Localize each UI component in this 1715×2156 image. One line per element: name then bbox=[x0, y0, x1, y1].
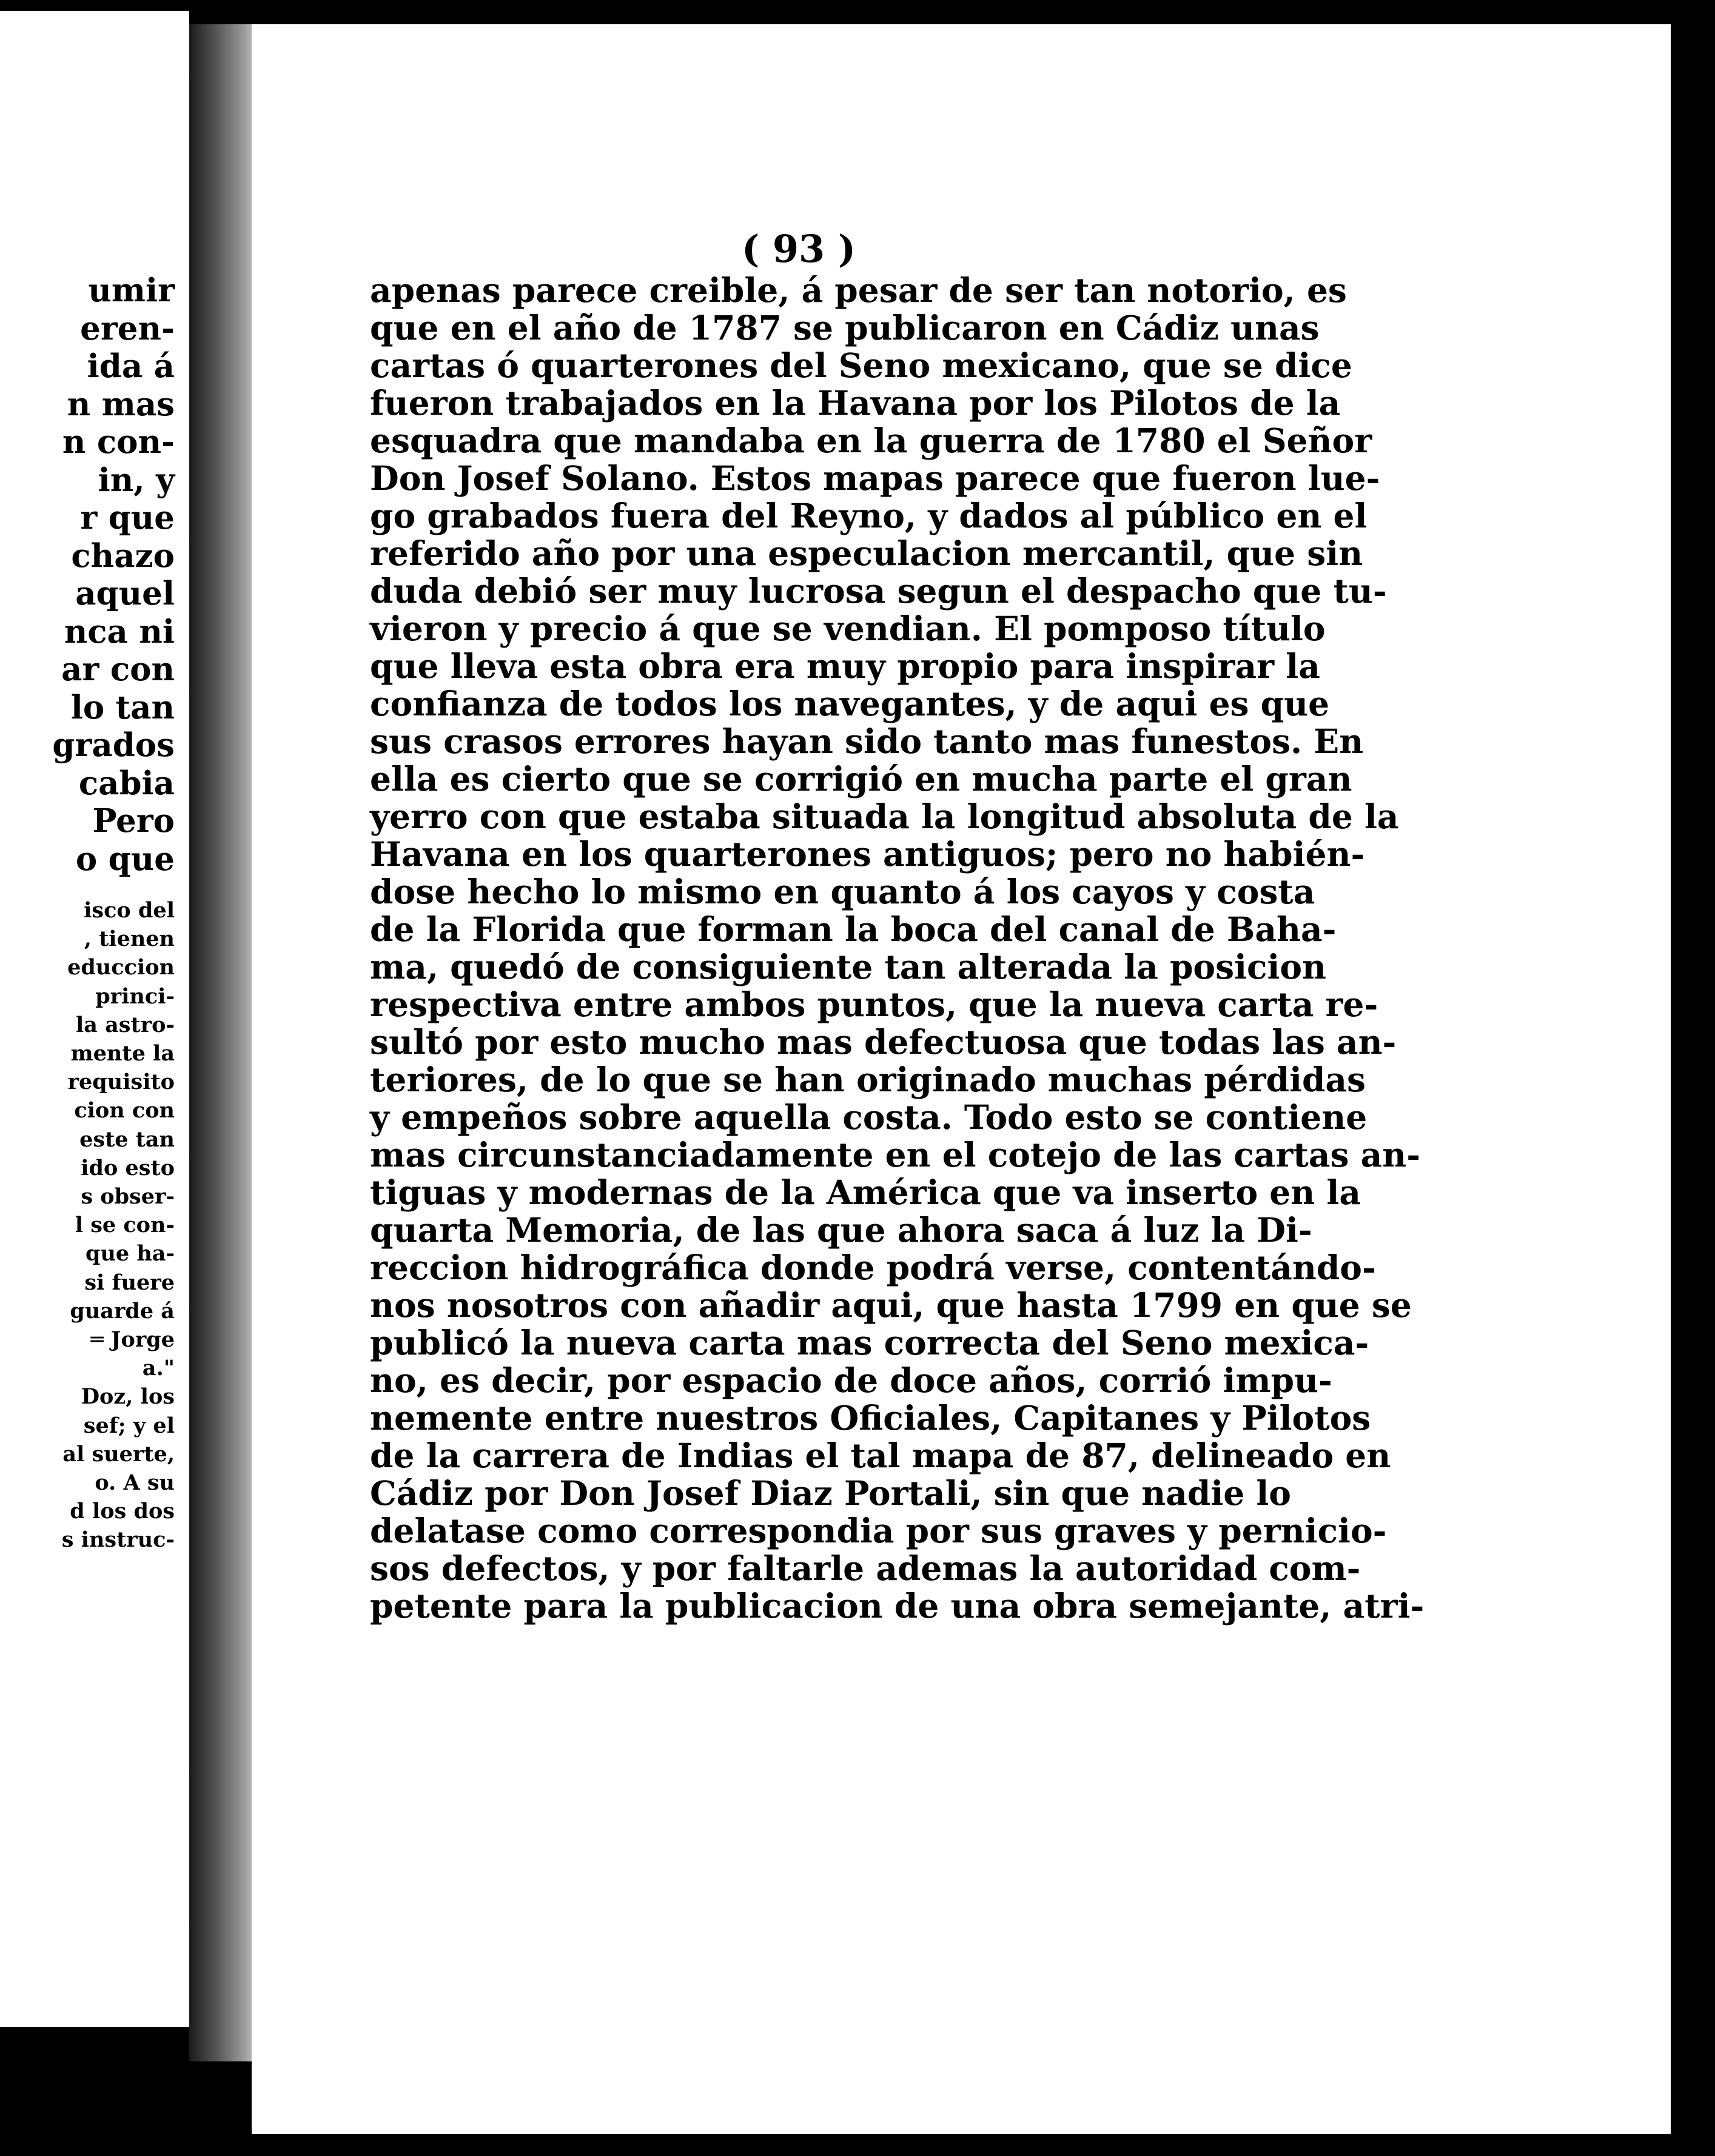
text-line: no, es decir, por espacio de doce años, corrió impu- bbox=[370, 1361, 1332, 1400]
text-line: fueron trabajados en la Havana por los Pilotos de la bbox=[370, 383, 1341, 423]
left-text-line: umir bbox=[88, 272, 175, 309]
left-footnote-line: guarde á bbox=[70, 1298, 175, 1324]
left-footnote-line: , tienen bbox=[84, 926, 175, 952]
text-line: cartas ó quarterones del Seno mexicano, que se dice bbox=[370, 346, 1352, 385]
text-line: que lleva esta obra era muy propio para inspirar la bbox=[370, 646, 1320, 686]
left-footnote-line: educcion bbox=[67, 955, 175, 980]
left-text-line: lo tan bbox=[70, 688, 175, 726]
left-footnote-line: sef; y el bbox=[83, 1413, 175, 1438]
left-text-line: in, y bbox=[98, 461, 175, 499]
text-line: dose hecho lo mismo en quanto á los cayos y costa bbox=[370, 872, 1315, 911]
left-text-line: n con- bbox=[62, 423, 175, 461]
left-footnote-line: Doz, los bbox=[81, 1384, 175, 1410]
left-page-footnote-text bbox=[0, 896, 175, 1555]
text-line: de la carrera de Indias el tal mapa de 87, delineado en bbox=[370, 1436, 1391, 1475]
left-footnote-line: la astro- bbox=[75, 1012, 175, 1037]
text-line: referido año por una especulacion mercantil, que sin bbox=[370, 534, 1363, 573]
left-footnote-line: ido esto bbox=[81, 1155, 175, 1180]
text-line: publicó la nueva carta mas correcta del Seno mexica- bbox=[370, 1323, 1369, 1362]
text-line: Cádiz por Don Josef Diaz Portali, sin que nadie lo bbox=[370, 1473, 1291, 1513]
page-number: ( 93 ) bbox=[741, 227, 856, 271]
left-text-line: ida á bbox=[87, 347, 175, 385]
left-text-line: ar con bbox=[61, 651, 175, 688]
left-page-main-text bbox=[0, 272, 175, 878]
left-footnote-line: ═ Jorge bbox=[90, 1327, 175, 1353]
text-line: apenas parece creible, á pesar de ser tan notorio, es bbox=[370, 270, 1347, 310]
text-line: teriores, de lo que se han originado muchas pérdidas bbox=[370, 1060, 1366, 1099]
text-line: ma, quedó de consiguiente tan alterada la posicion bbox=[370, 947, 1327, 986]
text-line: duda debió ser muy lucrosa segun el despacho que tu- bbox=[370, 571, 1387, 611]
left-footnote-line: a." bbox=[142, 1356, 175, 1381]
left-text-line: r que bbox=[80, 499, 175, 537]
left-text-line: eren- bbox=[80, 309, 175, 347]
text-line: mas circunstanciadamente en el cotejo de las cartas an- bbox=[370, 1135, 1421, 1174]
left-footnote-line: l se con- bbox=[75, 1213, 175, 1238]
text-line: sultó por esto mucho mas defectuosa que todas las an- bbox=[370, 1022, 1397, 1062]
left-footnote-line: mente la bbox=[70, 1041, 175, 1066]
text-line: de la Florida que forman la boca del canal de Baha- bbox=[370, 909, 1337, 949]
page-body-text bbox=[370, 270, 1425, 1625]
text-line: respectiva entre ambos puntos, que la nueva carta re- bbox=[370, 985, 1378, 1024]
text-line: nemente entre nuestros Oficiales, Capitanes y Pilotos bbox=[370, 1398, 1371, 1438]
text-line: vieron y precio á que se vendian. El pomposo título bbox=[370, 609, 1326, 648]
left-footnote-line: s instruc- bbox=[61, 1527, 175, 1553]
text-line: reccion hidrográfica donde podrá verse, contentándo- bbox=[370, 1248, 1376, 1287]
text-line: que en el año de 1787 se publicaron en Cádiz unas bbox=[370, 308, 1320, 347]
left-footnote-line: s obser- bbox=[81, 1184, 175, 1210]
left-footnote-line: princi- bbox=[95, 983, 175, 1009]
text-line: petente para la publicacion de una obra semejante, atri- bbox=[370, 1586, 1425, 1625]
left-text-line: n mas bbox=[67, 385, 175, 423]
left-facing-page bbox=[0, 11, 189, 2027]
left-footnote-line: o. A su bbox=[95, 1470, 175, 1496]
text-line: yerro con que estaba situada la longitud absoluta de la bbox=[370, 797, 1399, 836]
right-page bbox=[252, 24, 1671, 2134]
left-footnote-line: isco del bbox=[84, 898, 175, 923]
left-footnote-line: que ha- bbox=[85, 1241, 175, 1267]
text-line: go grabados fuera del Reyno, y dados al público en el bbox=[370, 496, 1368, 535]
left-footnote-line: al suerte, bbox=[62, 1441, 175, 1467]
text-line: tiguas y modernas de la América que va inserto en la bbox=[370, 1173, 1361, 1212]
left-page-text-column bbox=[0, 272, 175, 1555]
left-text-line: nca ni bbox=[64, 612, 175, 651]
text-line: quarta Memoria, de las que ahora saca á luz la Di- bbox=[370, 1210, 1312, 1250]
text-line: confianza de todos los navegantes, y de aqui es que bbox=[370, 684, 1330, 723]
left-text-line: chazo bbox=[71, 537, 175, 575]
text-line: esquadra que mandaba en la guerra de 1780 el Señor bbox=[370, 421, 1372, 460]
left-text-line: aquel bbox=[75, 575, 175, 612]
left-text-line: cabia bbox=[78, 764, 175, 802]
text-line: Havana en los quarterones antiguos; pero no habién- bbox=[370, 834, 1365, 874]
text-line: nos nosotros con añadir aqui, que hasta 1799 en que se bbox=[370, 1285, 1412, 1325]
left-footnote-line: si fuere bbox=[84, 1270, 175, 1295]
left-footnote-line: d los dos bbox=[70, 1499, 175, 1524]
book-gutter-shadow bbox=[189, 24, 262, 2061]
text-line: sus crasos errores hayan sido tanto mas funestos. En bbox=[370, 721, 1364, 761]
text-line: delatase como correspondia por sus graves y pernicio- bbox=[370, 1511, 1387, 1550]
left-footnote-line: este tan bbox=[79, 1127, 175, 1152]
text-line: y empeños sobre aquella costa. Todo esto se contiene bbox=[370, 1097, 1368, 1137]
left-text-line: grados bbox=[52, 726, 175, 764]
left-footnote-line: requisito bbox=[67, 1070, 175, 1095]
text-line: sos defectos, y por faltarle ademas la autoridad com- bbox=[370, 1548, 1361, 1588]
left-footnote-line: cion con bbox=[74, 1098, 175, 1123]
text-line: Don Josef Solano. Estos mapas parece que fueron lue- bbox=[370, 458, 1380, 498]
text-line: ella es cierto que se corrigió en mucha parte el gran bbox=[370, 759, 1352, 798]
left-text-line: o que bbox=[75, 840, 175, 878]
left-text-line: Pero bbox=[92, 802, 175, 840]
